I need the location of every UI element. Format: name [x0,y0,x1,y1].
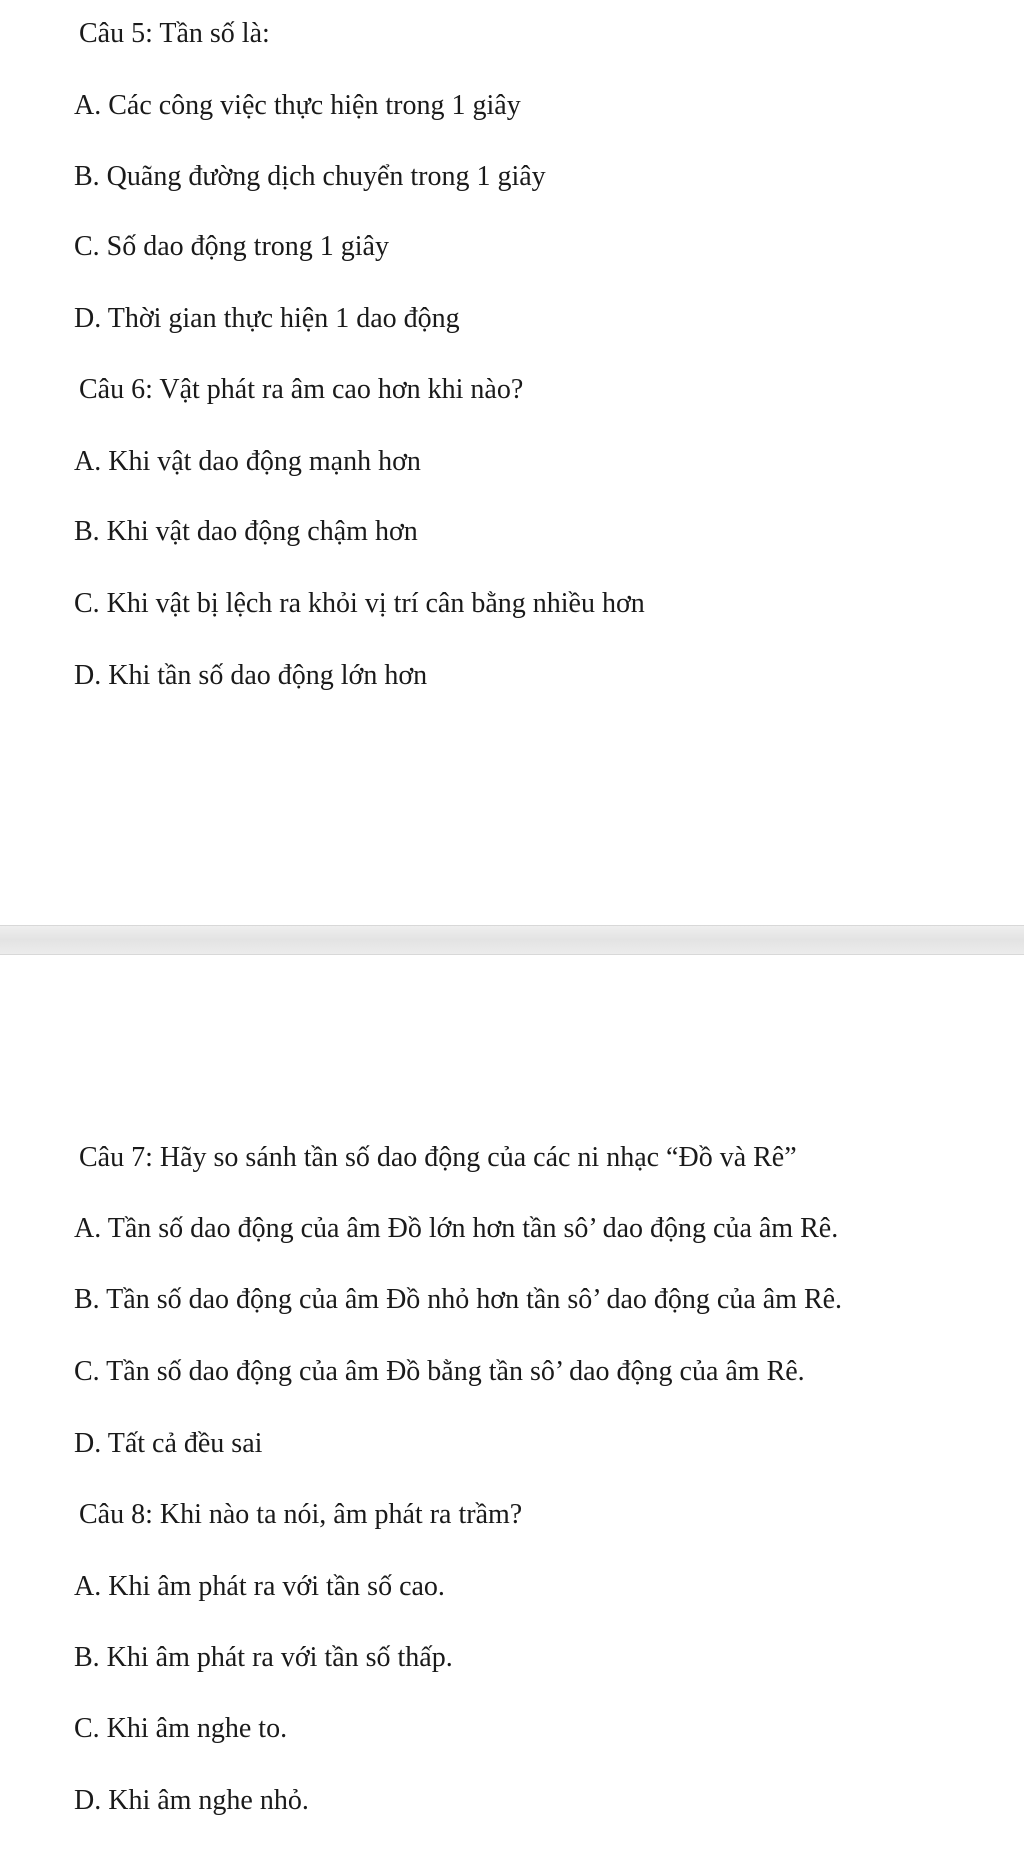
question-7-option-d: D. Tất cả đều sai [74,1428,263,1459]
question-8-option-b: B. Khi âm phát ra với tần số thấp. [74,1642,453,1673]
question-7-option-a: A. Tần số dao động của âm Đồ lớn hơn tần sô’ dao động của âm Rê. [74,1213,839,1244]
document-page-2 [0,955,1024,1856]
question-7-title: Câu 7: Hãy so sánh tần số dao động của các ni nhạc “Đồ và Rê” [79,1142,797,1173]
question-5-title: Câu 5: Tần số là: [79,18,270,49]
question-6-option-c: C. Khi vật bị lệch ra khỏi vị trí cân bằng nhiều hơn [74,588,645,619]
question-5-option-b: B. Quãng đường dịch chuyển trong 1 giây [74,161,546,192]
page-separator [0,925,1024,955]
question-6-title: Câu 6: Vật phát ra âm cao hơn khi nào? [79,374,524,405]
question-7-option-c: C. Tần số dao động của âm Đồ bằng tần sô’ dao động của âm Rê. [74,1356,805,1387]
question-5-option-c: C. Số dao động trong 1 giây [74,231,389,262]
question-8-title: Câu 8: Khi nào ta nói, âm phát ra trầm? [79,1499,523,1530]
question-8-option-a: A. Khi âm phát ra với tần số cao. [74,1571,445,1602]
question-7-option-b: B. Tần số dao động của âm Đồ nhỏ hơn tần sô’ dao động của âm Rê. [74,1284,843,1315]
question-5-option-a: A. Các công việc thực hiện trong 1 giây [74,90,521,121]
question-6-option-b: B. Khi vật dao động chậm hơn [74,516,418,547]
question-5-option-d: D. Thời gian thực hiện 1 dao động [74,303,460,334]
question-6-option-d: D. Khi tần số dao động lớn hơn [74,660,428,691]
question-8-option-c: C. Khi âm nghe to. [74,1713,288,1744]
question-6-option-a: A. Khi vật dao động mạnh hơn [74,446,421,477]
document-page-1 [0,0,1024,925]
question-8-option-d: D. Khi âm nghe nhỏ. [74,1785,309,1816]
